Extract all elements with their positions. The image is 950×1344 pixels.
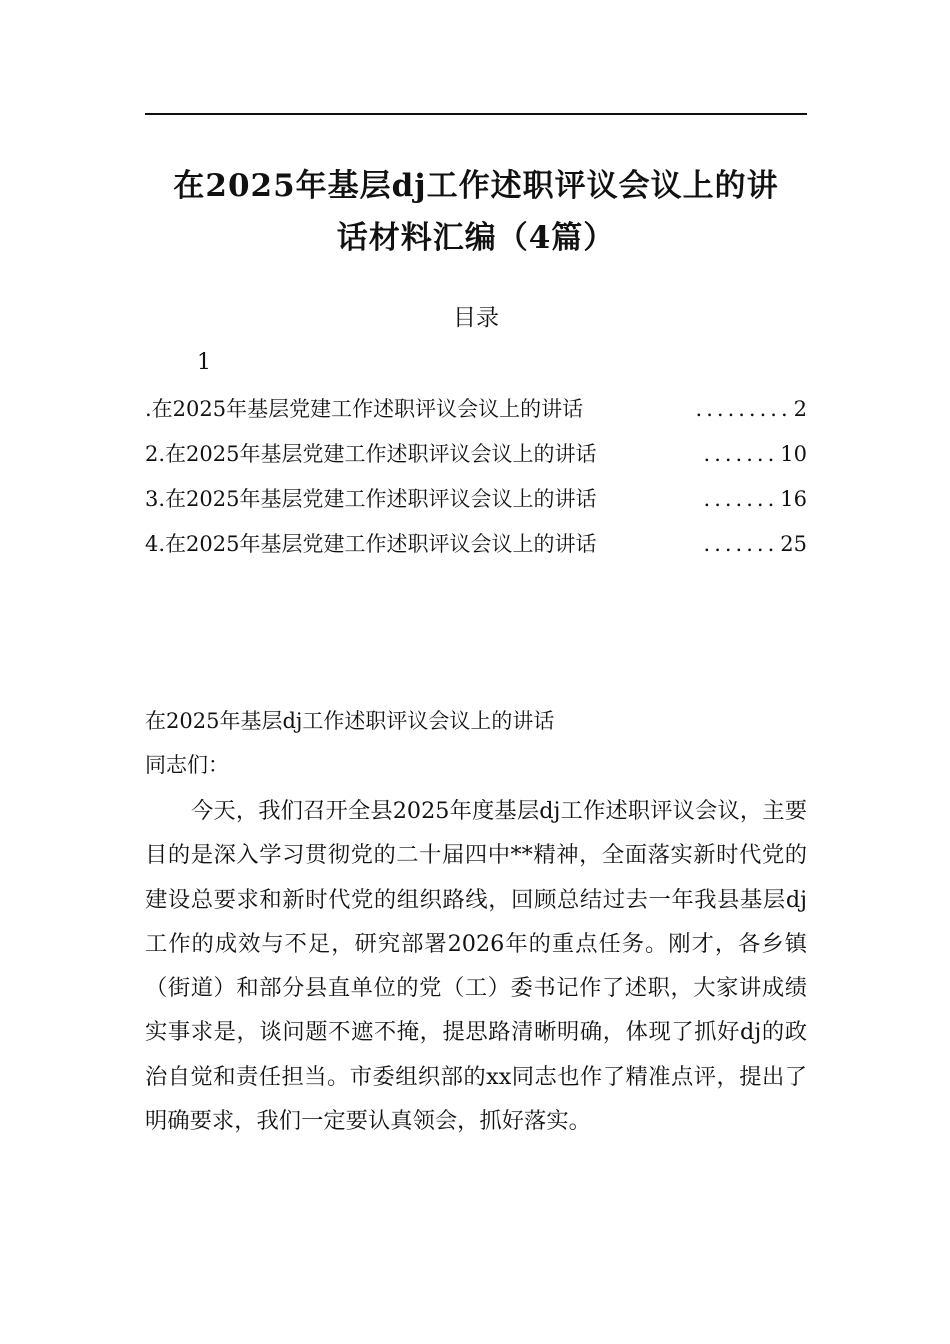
toc-item-2[interactable] bbox=[145, 437, 807, 482]
toc-item-page: 10 bbox=[780, 442, 807, 466]
toc-item-text: 4.在2025年基层党建工作述职评议会议上的讲话 bbox=[145, 532, 597, 556]
toc-item-leader: ....... bbox=[703, 532, 779, 556]
document-title-line-1: 在2025年基层dj工作述职评议会议上的讲 bbox=[173, 168, 779, 204]
top-divider bbox=[145, 113, 807, 115]
salutation: 同志们： bbox=[145, 753, 229, 777]
toc-item-4[interactable] bbox=[145, 527, 807, 572]
toc-item-text: 3.在2025年基层党建工作述职评议会议上的讲话 bbox=[145, 487, 597, 511]
toc-item-page: 16 bbox=[780, 487, 807, 511]
toc-item-3[interactable] bbox=[145, 482, 807, 527]
toc-item-1[interactable] bbox=[145, 392, 807, 437]
toc-first-item-number: 1 bbox=[197, 350, 211, 375]
table-of-contents bbox=[145, 392, 807, 572]
toc-item-page: 25 bbox=[780, 532, 807, 556]
body-paragraph: 今天，我们召开全县2025年度基层dj工作述职评议会议，主要目的是深入学习贯彻党的二十届四中**精神，全面落实新时代党的建设总要求和新时代党的组织路线，回顾总结过去一年我县基层dj工作的成效与不足，研究部署2026年的重点任务。刚才，各乡镇（街道）和部分县直单位的党（工）委书记作了述职，大家讲成绩实事求是，谈问题不遮不掩，提思路清晰明确，体现了抓好dj的政治自觉和责任担当。市委组织部的xx同志也作了精准点评，提出了明确要求，我们一定要认真领会，抓好落实。 bbox=[145, 798, 807, 1135]
document-title bbox=[145, 160, 807, 264]
document-page bbox=[145, 0, 807, 1344]
section-title: 在2025年基层dj工作述职评议会议上的讲话 bbox=[145, 709, 555, 733]
toc-item-leader: ......... bbox=[695, 397, 792, 421]
toc-item-text: 2.在2025年基层党建工作述职评议会议上的讲话 bbox=[145, 442, 597, 466]
toc-heading: 目录 bbox=[453, 305, 499, 331]
toc-item-leader: ....... bbox=[703, 487, 779, 511]
toc-item-page: 2 bbox=[793, 397, 807, 421]
document-title-line-2: 话材料汇编（4篇） bbox=[336, 220, 616, 256]
toc-item-leader: ....... bbox=[703, 442, 779, 466]
toc-item-text: .在2025年基层党建工作述职评议会议上的讲话 bbox=[145, 397, 584, 421]
